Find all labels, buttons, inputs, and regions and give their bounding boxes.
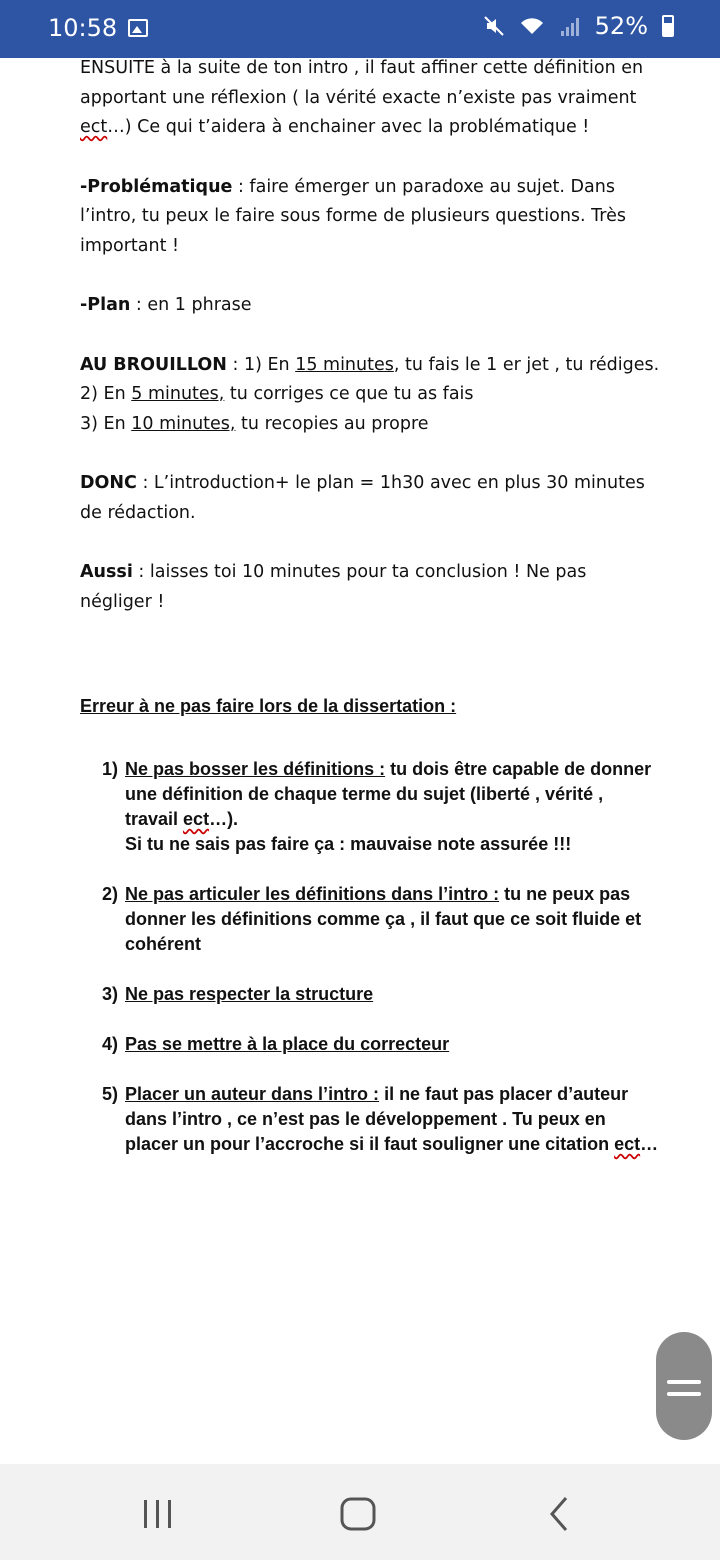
text: , tu fais le 1 er jet , tu rédiges. — [393, 354, 660, 375]
status-icons — [483, 12, 674, 40]
paragraph-donc — [80, 469, 660, 528]
item-title: Ne pas respecter la structure — [125, 984, 374, 1004]
text: : L’introduction+ le plan = 1h30 avec en plus 30 minutes de rédaction. — [80, 473, 645, 523]
errors-heading: Erreur à ne pas faire lors de la dissertation : — [80, 696, 457, 716]
label: -Plan — [80, 295, 131, 315]
handle-line — [667, 1392, 701, 1396]
back-button[interactable] — [540, 1494, 580, 1534]
brouillon-step-2 — [80, 380, 660, 410]
label: DONC — [80, 473, 137, 493]
item-text: tu ne peux pas donner les définitions comme ça , il faut que ce soit fluide et cohérent — [125, 884, 642, 954]
paragraph-plan — [80, 291, 660, 321]
paragraph-problematique — [80, 173, 660, 262]
paragraph-brouillon — [80, 351, 660, 381]
mute-icon — [483, 15, 505, 37]
text: : en 1 phrase — [130, 295, 252, 315]
item-text: …). — [209, 809, 239, 829]
spellcheck-word: ect — [183, 809, 210, 829]
label: -Problématique — [80, 176, 233, 197]
item-title: Pas se mettre à la place du correcteur — [125, 1034, 450, 1054]
home-button[interactable] — [338, 1494, 378, 1534]
label: AU BROUILLON — [80, 354, 227, 375]
text: : 1) En — [226, 354, 296, 375]
item-text: il ne faut pas placer d’auteur dans l’intro , ce n’est pas le développement . Tu peux en placer un pour l’accroche si il faut souligner une citation — [125, 1084, 629, 1154]
battery-percent: 52% — [594, 12, 648, 40]
spellcheck-word: ect — [80, 117, 108, 137]
battery-icon — [662, 15, 674, 37]
text: : faire émerger un paradoxe au sujet. Dans l’intro, tu peux le faire sous forme de plusieurs questions. Très important ! — [80, 176, 626, 256]
text: 10 minutes, — [131, 413, 236, 434]
text: 3) En — [80, 413, 132, 434]
status-bar — [0, 0, 720, 58]
item-text: … — [640, 1134, 659, 1154]
item-number: 2) — [102, 884, 119, 904]
text: tu recopies au propre — [235, 413, 429, 434]
text: 15 minutes — [295, 354, 394, 375]
list-item — [80, 982, 660, 1007]
item-text: tu dois être capable de donner une définition de chaque terme du sujet (liberté , vérité , travail — [125, 759, 652, 829]
text: 5 minutes, — [131, 384, 225, 404]
navigation-bar — [0, 1464, 720, 1560]
item-number: 3) — [102, 984, 119, 1004]
item-title: Ne pas articuler les définitions dans l’intro : — [125, 884, 500, 904]
text: ENSUITE à la suite de ton intro , il faut affiner cette définition en apportant une réflexion ( la vérité exacte n’existe pas vraiment — [80, 58, 644, 108]
paragraph-aussi — [80, 558, 660, 617]
image-notification-icon — [128, 19, 148, 37]
list-item — [80, 1082, 660, 1157]
item-text: Si tu ne sais pas faire ça : mauvaise note assurée !!! — [125, 834, 572, 854]
text: : laisses toi 10 minutes pour ta conclusion ! Ne pas négliger ! — [80, 562, 587, 612]
text: …) Ce qui t’aidera à enchainer avec la problématique ! — [107, 117, 590, 137]
signal-icon — [559, 15, 581, 37]
spellcheck-word: ect — [614, 1134, 641, 1154]
list-item — [80, 1032, 660, 1057]
list-item — [80, 882, 660, 957]
item-number: 5) — [102, 1084, 119, 1104]
item-title: Ne pas bosser les définitions : — [125, 759, 386, 779]
errors-section — [80, 694, 660, 1182]
fast-scroll-handle[interactable] — [656, 1332, 712, 1440]
label: Aussi — [80, 562, 133, 582]
brouillon-step-3 — [80, 410, 660, 440]
paragraph-ensuite — [80, 54, 660, 143]
item-title: Placer un auteur dans l’intro : — [125, 1084, 380, 1104]
status-time: 10:58 — [48, 14, 118, 42]
text: 2) En — [80, 384, 132, 404]
document-body — [80, 54, 660, 617]
wifi-icon — [519, 15, 545, 37]
recent-apps-button[interactable] — [138, 1494, 178, 1534]
text: tu corriges ce que tu as fais — [224, 384, 474, 404]
handle-line — [667, 1380, 701, 1384]
list-item — [80, 757, 660, 857]
item-number: 4) — [102, 1034, 119, 1054]
item-number: 1) — [102, 759, 119, 779]
